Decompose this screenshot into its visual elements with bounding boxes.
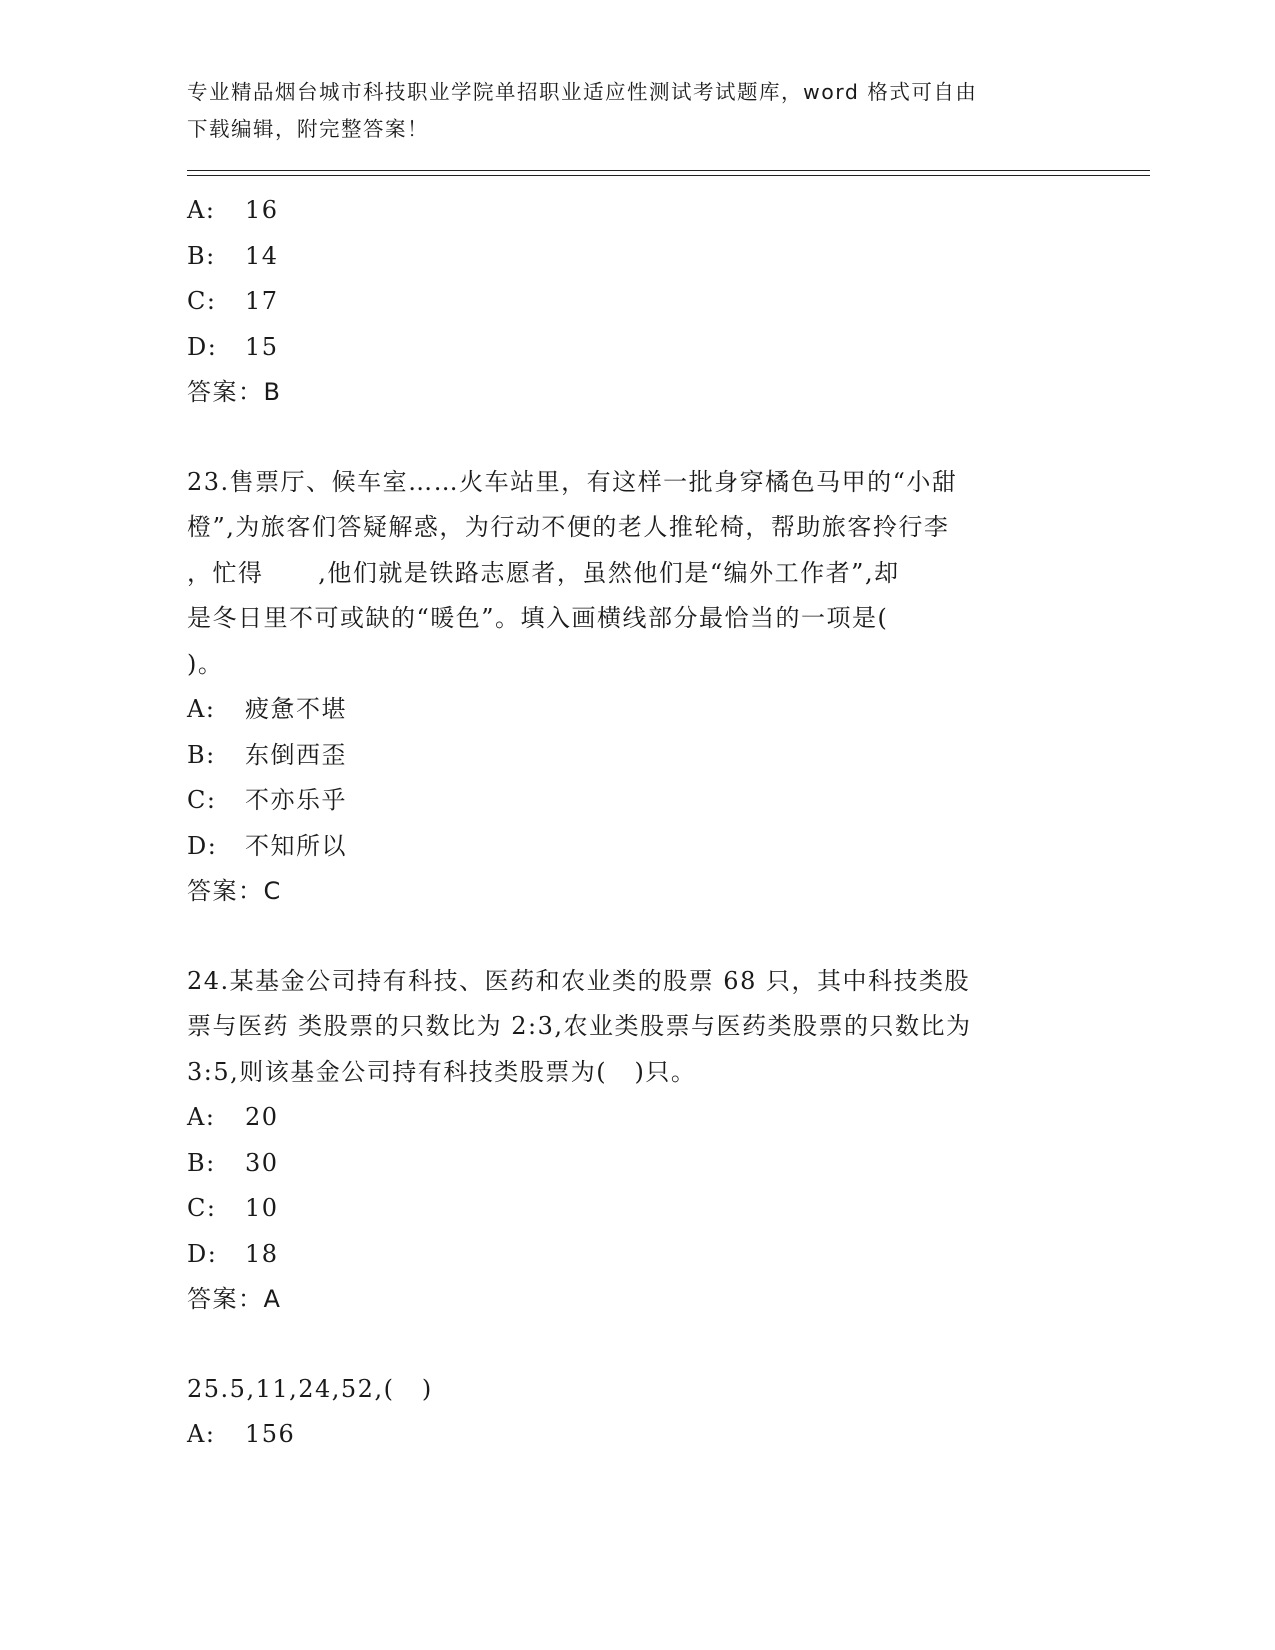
- question-text-line: 3:5,则该基金公司持有科技类股票为( )只。: [187, 1057, 697, 1086]
- document-header: [187, 74, 1087, 148]
- header-rule-top: [187, 170, 1150, 171]
- question-content: [187, 188, 1117, 1458]
- question-22: [187, 188, 1117, 416]
- question-text-line: 23.售票厅、候车室……火车站里，有这样一批身穿橘色马甲的“小甜: [187, 467, 958, 496]
- option-c: C: 不亦乐乎: [187, 786, 347, 814]
- option-c: C: 10: [187, 1194, 279, 1222]
- question-24: [187, 959, 1117, 1323]
- answer: 答案：C: [187, 877, 282, 905]
- question-text-line: 橙”,为旅客们答疑解惑，为行动不便的老人推轮椅，帮助旅客拎行李: [187, 513, 950, 541]
- question-text-line: 25.5,11,24,52,( ): [187, 1374, 433, 1403]
- header-rule-bottom: [187, 175, 1150, 176]
- question-text-line: ，忙得 ,他们就是铁路志愿者，虽然他们是“编外工作者”,却: [187, 558, 900, 587]
- answer: 答案：B: [187, 378, 282, 406]
- question-23: [187, 460, 1117, 915]
- question-text-line: 票与医药 类股票的只数比为 2:3,农业类股票与医药类股票的只数比为: [187, 1012, 972, 1040]
- option-d: D: 15: [187, 332, 279, 361]
- option-a: A: 156: [187, 1420, 296, 1448]
- option-c: C: 17: [187, 287, 279, 315]
- option-b: B: 东倒西歪: [187, 740, 347, 769]
- option-b: B: 14: [187, 241, 279, 270]
- question-25: [187, 1367, 1117, 1458]
- answer: 答案：A: [187, 1285, 282, 1313]
- question-text-line: 是冬日里不可或缺的“暖色”。填入画横线部分最恰当的一项是(: [187, 604, 889, 632]
- option-b: B: 30: [187, 1148, 279, 1177]
- option-a: A: 20: [187, 1103, 279, 1131]
- option-a: A: 16: [187, 196, 279, 224]
- question-text-line: 24.某基金公司持有科技、医药和农业类的股票 68 只，其中科技类股: [187, 966, 970, 995]
- option-d: D: 18: [187, 1239, 279, 1268]
- option-d: D: 不知所以: [187, 831, 347, 860]
- question-text-line: )。: [187, 649, 224, 678]
- option-a: A: 疲惫不堪: [187, 695, 347, 723]
- header-line-1: 专业精品烟台城市科技职业学院单招职业适应性测试考试题库，word 格式可自由: [187, 80, 978, 104]
- header-line-2: 下载编辑，附完整答案！: [187, 117, 429, 141]
